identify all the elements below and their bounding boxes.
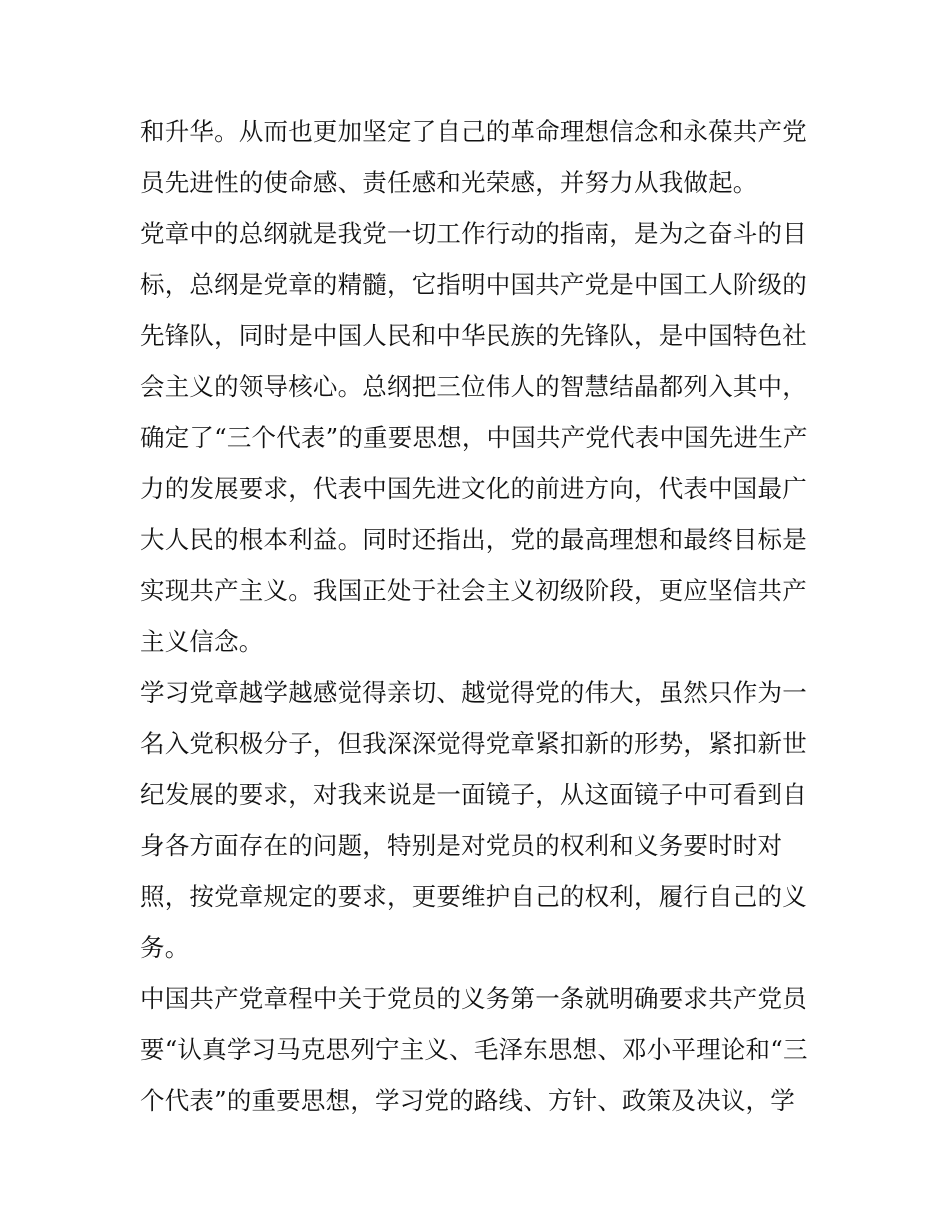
text-line: 身各方面存在的问题，特别是对党员的权利和义务要时时对	[140, 831, 783, 860]
text-line: 中国共产党章程中关于党员的义务第一条就明确要求共产党员	[140, 984, 807, 1013]
body-text	[140, 106, 820, 1126]
text-line: 照，按党章规定的要求，更要维护自己的权利，履行自己的义	[140, 882, 807, 911]
text-line: 务。	[140, 933, 190, 962]
text-line: 要“认真学习马克思列宁主义、毛泽东思想、邓小平理论和“三	[140, 1035, 808, 1064]
text-line: 实现共产主义。我国正处于社会主义初级阶段，更应坚信共产	[140, 576, 807, 605]
text-line: 确定了“三个代表”的重要思想，中国共产党代表中国先进生产	[140, 423, 808, 452]
text-line: 学习党章越学越感觉得亲切、越觉得党的伟大，虽然只作为一	[140, 678, 807, 707]
text-line: 纪发展的要求，对我来说是一面镜子，从这面镜子中可看到自	[140, 780, 807, 809]
text-line: 和升华。从而也更加坚定了自己的革命理想信念和永葆共产党	[140, 117, 807, 146]
text-line: 会主义的领导核心。总纲把三位伟人的智慧结晶都列入其中，	[140, 372, 807, 401]
text-line: 党章中的总纲就是我党一切工作行动的指南，是为之奋斗的目	[140, 219, 807, 248]
text-line: 名入党积极分子，但我深深觉得党章紧扣新的形势，紧扣新世	[140, 729, 807, 758]
text-line: 力的发展要求，代表中国先进文化的前进方向，代表中国最广	[140, 474, 807, 503]
text-line: 标，总纲是党章的精髓，它指明中国共产党是中国工人阶级的	[140, 270, 807, 299]
text-line: 个代表”的重要思想，学习党的路线、方针、政策及决议，学	[140, 1086, 795, 1115]
text-line: 员先进性的使命感、责任感和光荣感，并努力从我做起。	[140, 168, 758, 197]
text-line: 主义信念。	[140, 627, 264, 656]
text-line: 先锋队，同时是中国人民和中华民族的先锋队，是中国特色社	[140, 321, 807, 350]
text-line: 大人民的根本利益。同时还指出，党的最高理想和最终目标是	[140, 525, 807, 554]
